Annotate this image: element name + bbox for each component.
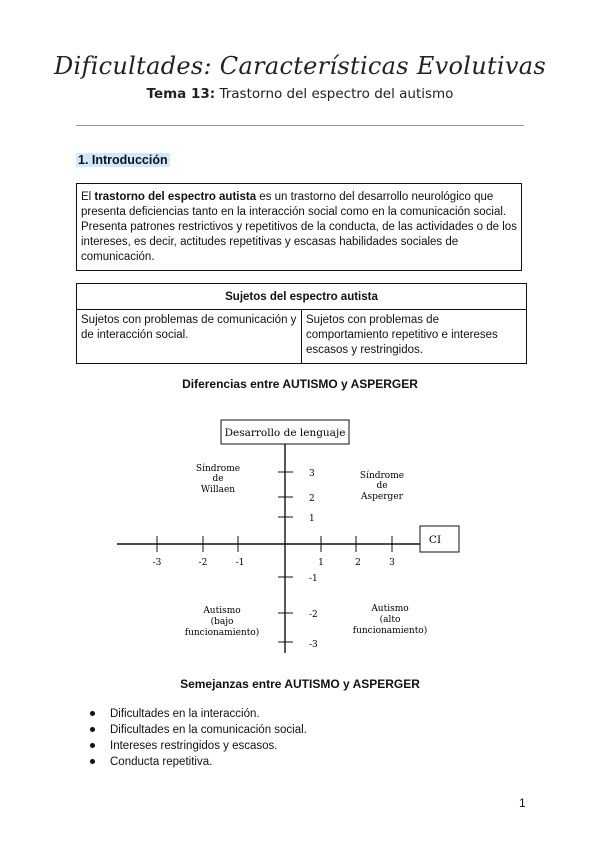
list-item: Dificultades en la interacción. xyxy=(90,706,307,722)
definition-term: trastorno del espectro autista xyxy=(94,191,257,203)
subjects-table-header: Sujetos del espectro autista xyxy=(77,284,527,310)
quadrant-label-line: Willaen xyxy=(200,485,236,495)
list-item: Intereses restringidos y escasos. xyxy=(90,738,307,754)
subjects-table-row xyxy=(77,310,527,364)
similarities-list xyxy=(90,706,307,770)
quadrant-label-line: de xyxy=(212,474,224,484)
quadrant-top-right xyxy=(360,470,404,502)
quadrant-label-line: funcionamiento) xyxy=(352,626,428,636)
quadrant-label-line: (bajo xyxy=(210,617,234,627)
similarities-heading: Semejanzas entre AUTISMO y ASPERGER xyxy=(180,677,420,691)
quadrant-label-line: (alto xyxy=(379,615,401,625)
quadrant-label-line: Síndrome xyxy=(195,464,241,474)
quadrant-label-line: de xyxy=(376,481,388,491)
x-tick-label: 1 xyxy=(318,558,324,568)
diagram-svg xyxy=(115,405,515,663)
y-tick-label: -1 xyxy=(309,574,318,584)
subtitle-topic-name: Trastorno del espectro del autismo xyxy=(215,86,454,102)
quadrant-bottom-left xyxy=(185,606,260,638)
document-subtitle xyxy=(0,86,600,102)
document-title: Dificultades: Características Evolutivas xyxy=(54,52,546,80)
y-tick-label: 2 xyxy=(309,494,315,504)
x-tick-label: -3 xyxy=(152,558,162,568)
subjects-table xyxy=(76,283,527,364)
y-tick-label: 3 xyxy=(309,469,315,479)
subjects-table-header-row xyxy=(77,284,527,310)
page-number: 1 xyxy=(519,796,526,810)
header-divider xyxy=(76,125,524,126)
definition-text: es un trastorno del desarrollo neurológico que presenta deficiencias tanto en la interacción social como en la comunicación social. Presenta patrones restrictivos y repetitivos de la conducta, de las actividades o de los intereses, es decir, actitudes repetitivas y escasas habilidades sociales de comunicación. xyxy=(81,191,517,263)
definition-prefix: El xyxy=(81,191,95,203)
y-tick-label: 1 xyxy=(309,514,315,524)
section-heading-introduccion: 1. Introducción xyxy=(78,153,168,167)
x-tick-label: 3 xyxy=(389,558,395,568)
quadrant-label-line: funcionamiento) xyxy=(184,628,260,638)
quadrant-top-left xyxy=(196,463,240,495)
quadrant-label-line: Autismo xyxy=(371,604,409,614)
x-tick-label: -1 xyxy=(235,558,245,568)
quadrant-label-line: Síndrome xyxy=(359,471,405,481)
y-tick-label: -3 xyxy=(309,640,318,650)
list-item: Dificultades en la comunicación social. xyxy=(90,722,307,738)
x-axis-label: CI xyxy=(428,534,442,546)
x-tick-label: 2 xyxy=(355,558,361,568)
definition-box xyxy=(76,183,522,271)
y-tick-label: -2 xyxy=(309,610,318,620)
subjects-table-cell-behavior: Sujetos con problemas de comportamiento repetitivo e intereses escasos y restringidos. xyxy=(302,310,527,364)
y-axis-label: Desarrollo de lenguaje xyxy=(224,427,346,439)
quadrant-bottom-right xyxy=(353,604,428,636)
differences-heading: Diferencias entre AUTISMO y ASPERGER xyxy=(182,377,418,391)
subtitle-topic-number: Tema 13: xyxy=(146,86,216,102)
subjects-table-cell-communication: Sujetos con problemas de comunicación y de interacción social. xyxy=(77,310,302,364)
list-item: Conducta repetitiva. xyxy=(90,754,307,770)
quadrant-label-line: Autismo xyxy=(203,606,241,616)
quadrant-label-line: Asperger xyxy=(361,492,403,502)
autism-asperger-diagram xyxy=(115,405,515,663)
x-tick-label: -2 xyxy=(198,558,208,568)
